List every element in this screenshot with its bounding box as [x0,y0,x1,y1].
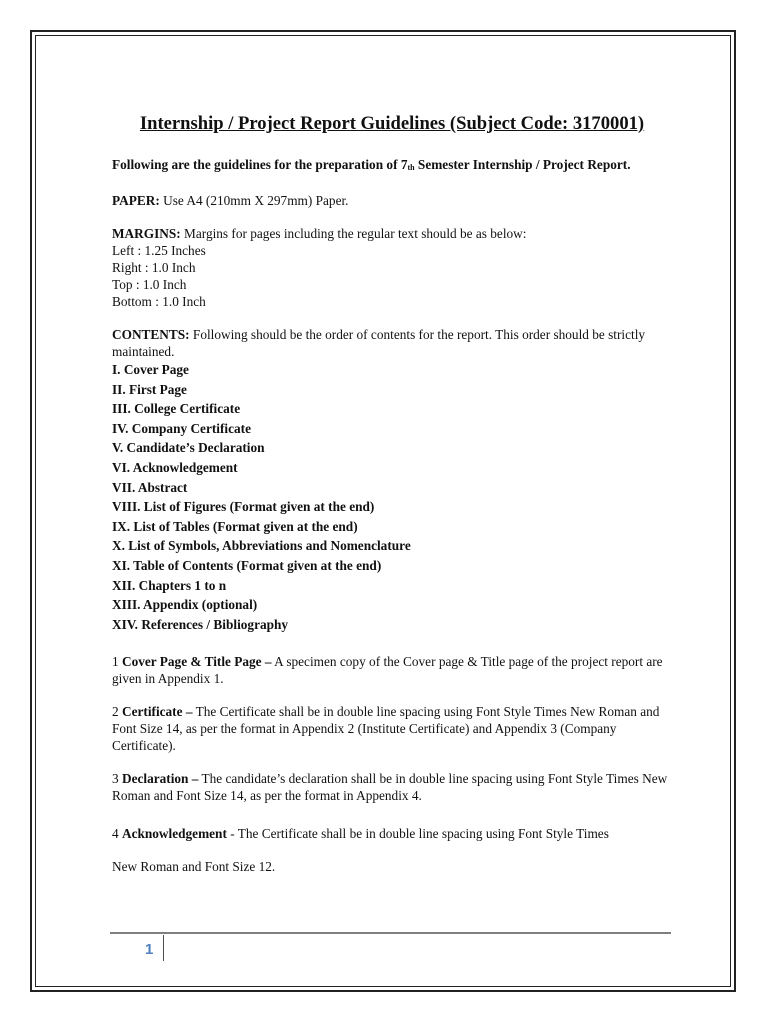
section-text: The candidate’s declaration shall be in double line spacing using Font Style Times New Roman and Font Size 14, as per the format in Appendix 4. [112,771,668,804]
contents-item: IV. Company Certificate [112,420,251,436]
section-heading: Declaration – [121,771,199,787]
section-text: - The Certificate shall be in double line spacing using Font Style Times [226,826,609,842]
margin-top: Top : 1.0 Inch [112,277,187,292]
section-heading: Acknowledgement [121,826,227,842]
contents-text: Following should be the order of contents for the report. This order should be strictly maintained. [112,327,646,359]
margins-section [112,225,672,310]
section-text-continuation: New Roman and Font Size 12. [112,859,276,875]
contents-item: II. First Page [112,381,187,397]
paper-label: PAPER: [112,193,160,208]
page-number-divider [163,935,164,961]
section-text: The Certificate shall be in double line spacing using Font Style Times New Roman and Font Size 14, as per the format in Appendix 2 (Institute Certificate) and Appendix 3 (Company Certificate). [112,704,660,754]
section-certificate [112,703,672,754]
contents-label: CONTENTS: [112,327,190,342]
margin-bottom: Bottom : 1.0 Inch [112,294,206,309]
contents-item: XI. Table of Contents (Format given at the end) [112,557,382,573]
document-body [112,112,672,875]
section-heading: Certificate – [121,704,193,720]
contents-item: VI. Acknowledgement [112,459,238,475]
page-number: 1 [145,941,154,958]
section-number: 1 [112,654,122,670]
contents-item: XIII. Appendix (optional) [112,597,258,613]
margin-left: Left : 1.25 Inches [112,243,206,258]
section-cover-page [112,653,672,687]
contents-item: VII. Abstract [112,479,188,495]
margin-right: Right : 1.0 Inch [112,260,196,275]
footer-rule [110,932,671,934]
section-declaration [112,770,672,804]
intro-text-end: Semester Internship / Project Report. [414,157,631,172]
contents-item: III. College Certificate [112,401,241,417]
section-number: 4 [112,826,122,842]
margins-label: MARGINS: [112,226,181,241]
contents-item: X. List of Symbols, Abbreviations and Nomenclature [112,538,411,554]
intro-text-start: Following are the guidelines for the preparation of 7 [112,157,408,172]
section-heading: Cover Page & Title Page – [121,654,272,670]
intro-paragraph [112,156,672,176]
margins-text: Margins for pages including the regular text should be as below: [180,226,527,241]
paper-paragraph [112,192,672,209]
section-number: 2 [112,704,122,720]
paper-text: Use A4 (210mm X 297mm) Paper. [159,193,349,208]
section-number: 3 [112,771,122,787]
contents-item: I. Cover Page [112,362,189,377]
section-acknowledgement [112,825,672,875]
contents-item: IX. List of Tables (Format given at the end) [112,518,358,534]
document-title: Internship / Project Report Guidelines (Subject Code: 3170001) [139,113,645,134]
section-text: A specimen copy of the Cover page & Title page of the project report are given in Appendix 1. [112,654,663,687]
intro-superscript: th [407,163,415,172]
contents-item: XIV. References / Bibliography [112,616,289,632]
contents-item: XII. Chapters 1 to n [112,577,227,593]
contents-item: VIII. List of Figures (Format given at the end) [112,499,375,515]
contents-section [112,326,672,634]
contents-item: V. Candidate’s Declaration [112,440,265,456]
